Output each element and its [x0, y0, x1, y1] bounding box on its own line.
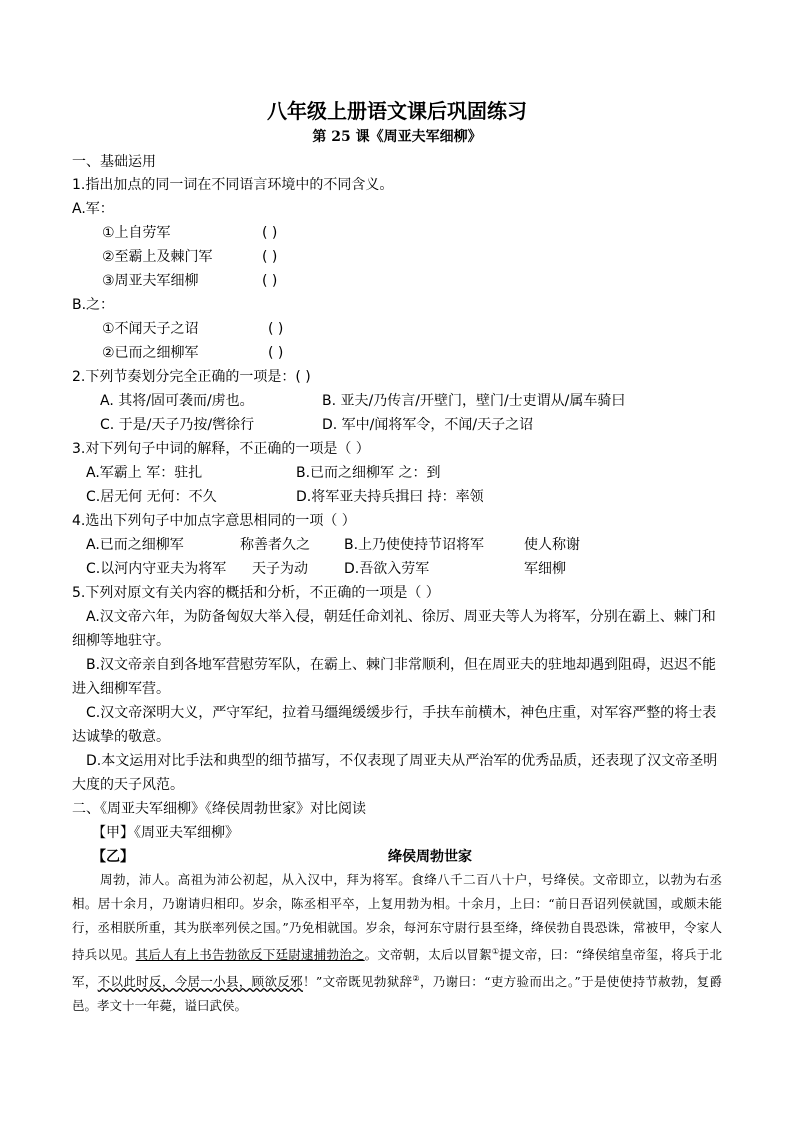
q1-a-item-3: ③周亚夫军细柳 [102, 273, 199, 289]
q1-b-item-2: ②已而之细柳军 [102, 345, 199, 361]
passage-jia-title: 【甲】《周亚夫军细柳》 [92, 825, 239, 841]
q4-option-a1[interactable]: A.已而之细柳军 [86, 537, 184, 553]
q1-b-label: B.之： [72, 297, 115, 313]
passage-yi-text [72, 868, 722, 1018]
q1-b-answer-1[interactable]: ( ) [268, 321, 284, 337]
passage-yi-underlined-sentence: 其后人有上书告勃欲反下廷尉逮捕勃治之 [135, 947, 365, 963]
q5-option-c-line1[interactable]: C.汉文帝深明大义，严守军纪，拉着马缰绳缓缓步行，手扶车前横木，神色庄重，对军容严整的将士表 [86, 705, 717, 721]
q1-stem: 1.指出加点的同一词在不同语言环境中的不同含义。 [72, 177, 394, 193]
passage-yi-title: 绛侯周勃世家 [388, 849, 472, 865]
q1-a-label: A.军： [72, 201, 114, 217]
page-subtitle: 第 25 课《周亚夫军细柳》 [312, 129, 482, 145]
passage-yi-label: 【乙】 [92, 849, 134, 865]
footnote-marker-2: ② [412, 974, 420, 984]
q1-b-answer-2[interactable]: ( ) [268, 345, 284, 361]
q1-a-item-1: ①上自劳军 [102, 225, 171, 241]
q3-option-c[interactable]: C.居无何 无何：不久 [86, 489, 217, 505]
q1-b-item-1: ①不闻天子之诏 [102, 321, 199, 337]
q5-option-a-line2: 细柳等地驻守。 [72, 633, 170, 649]
q1-a-answer-3[interactable]: ( ) [262, 273, 278, 289]
q4-option-a2: 称善者久之 [240, 537, 310, 553]
q1-a-answer-1[interactable]: ( ) [262, 225, 278, 241]
q2-stem: 2.下列节奏划分完全正确的一项是：( ) [72, 369, 311, 385]
q2-option-a[interactable]: A. 其将/固可袭而/虏也。 [100, 393, 254, 409]
q2-option-b[interactable]: B. 亚夫/乃传言/开壁门，壁门/士吏谓从/属车骑曰 [322, 393, 626, 409]
q2-option-d[interactable]: D. 军中/闻将军令，不闻/天子之诏 [322, 417, 534, 433]
q5-option-c-line2: 达诚挚的敬意。 [72, 729, 170, 745]
passage-yi-wavy-sentence: 不以此时反，今居一小县，顾欲反邪 [97, 974, 304, 990]
passage-yi-part3: 提文帝，曰：“绛侯绾皇帝玺，将兵于北军， [72, 947, 722, 990]
page-title: 八年级上册语文课后巩固练习 [267, 99, 527, 123]
footnote-marker-1: ① [491, 947, 500, 956]
q3-option-a[interactable]: A.军霸上 军：驻扎 [86, 465, 203, 481]
q5-option-b-line2: 进入细柳军营。 [72, 681, 170, 697]
q4-option-b2: 使人称谢 [524, 537, 580, 553]
passage-yi-part4: ！”文帝既见勃狱辞 [303, 974, 413, 990]
q4-option-b1[interactable]: B.上乃使使持节诏将军 [344, 537, 485, 553]
q4-option-c1[interactable]: C.以河内守亚夫为将军 [86, 561, 227, 577]
q4-stem: 4.选出下列句子中加点字意思相同的一项（ ） [72, 513, 356, 529]
q4-option-c2: 天子为动 [252, 561, 308, 577]
q5-option-b-line1[interactable]: B.汉文帝亲自到各地军营慰劳军队，在霸上、棘门非常顺利，但在周亚夫的驻地却遇到阻碍，迟迟不能 [86, 657, 717, 673]
q5-option-d-line2: 大度的天子风范。 [72, 777, 184, 793]
section2-heading: 二、《周亚夫军细柳》《绛侯周勃世家》对比阅读 [72, 801, 366, 817]
q4-option-d2: 军细柳 [524, 561, 566, 577]
q1-a-answer-2[interactable]: ( ) [262, 249, 278, 265]
q3-option-d[interactable]: D.将军亚夫持兵揖曰 持：率领 [296, 489, 484, 505]
q5-option-a-line1[interactable]: A.汉文帝六年，为防备匈奴大举入侵，朝廷任命刘礼、徐厉、周亚夫等人为将军，分别在霸上、棘门和 [86, 609, 716, 625]
passage-yi-part2: 。文帝朝，太后以冒絮 [364, 947, 492, 963]
q4-option-d1[interactable]: D.吾欲入劳军 [344, 561, 430, 577]
q3-stem: 3.对下列句子中词的解释，不正确的一项是（ ） [72, 441, 370, 457]
q5-option-d-line1[interactable]: D.本文运用对比手法和典型的细节描写，不仅表现了周亚夫从严治军的优秀品质，还表现了汉文帝圣明 [86, 753, 718, 769]
passage-yi-part1: 周勃，沛人。高祖为沛公初起，从入汉中，拜为将军。食绛八千二百八十户，号绛侯。文帝即立，以勃为右丞相。居十余月，乃谢请归相印。岁余，陈丞相平卒，上复用勃为相。十余月，上曰：“前日吾诏列侯就国，或颇未能行，丞相朕所重，其为朕率列侯之国。”乃免相就国。岁余，每河东守尉行县至绛，绛侯勃自畏恐诛，常被甲，令家人持兵以见。 [72, 872, 722, 963]
q5-stem: 5.下列对原文有关内容的概括和分析，不正确的一项是（ ） [72, 585, 440, 601]
q3-option-b[interactable]: B.已而之细柳军 之：到 [296, 465, 441, 481]
section1-heading: 一、基础运用 [72, 154, 156, 170]
passage-yi-part5: ，乃谢曰：“吏方验而出之。”于是使使持节赦勃，复爵邑。孝文十一年薨，谥曰武侯。 [72, 974, 722, 1014]
q2-option-c[interactable]: C. 于是/天子乃按/辔徐行 [100, 417, 255, 433]
q1-a-item-2: ②至霸上及棘门军 [102, 249, 213, 265]
